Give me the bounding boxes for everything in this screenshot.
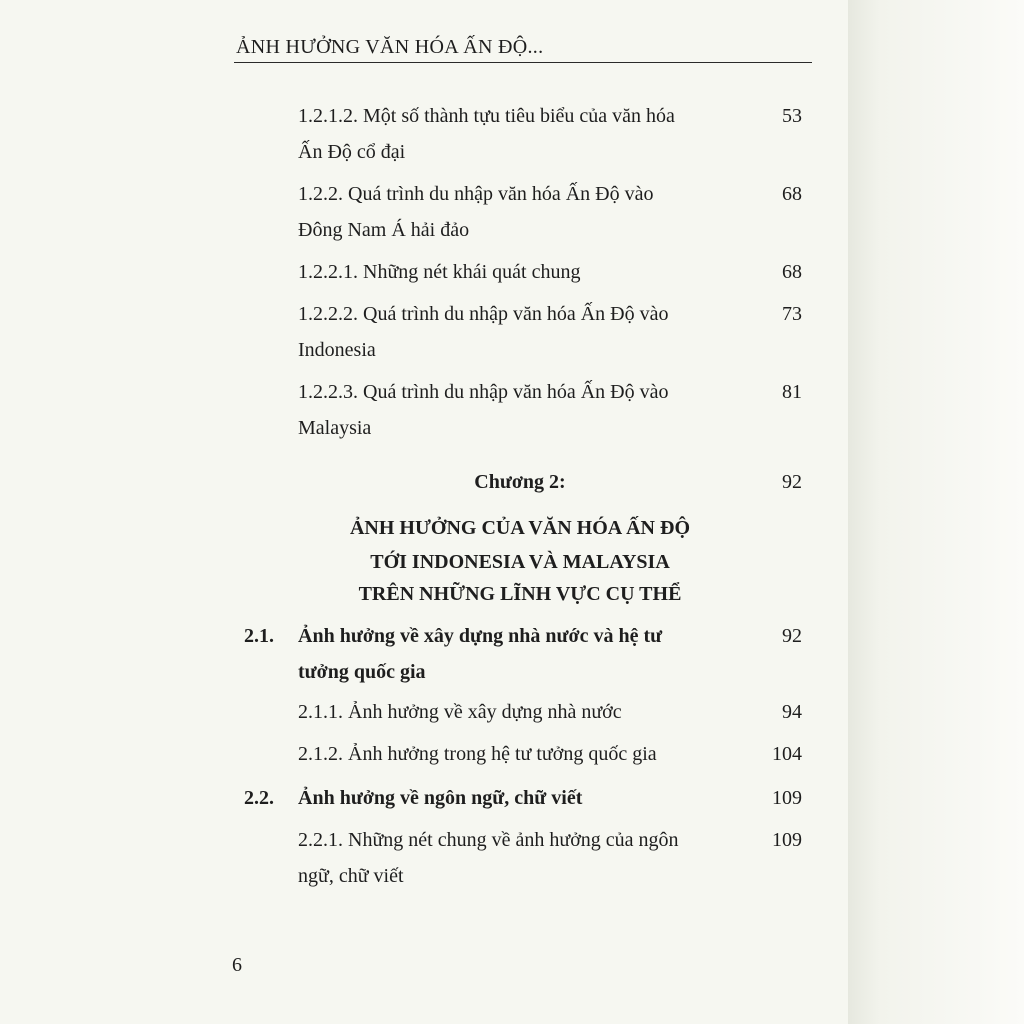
chapter-title-line: ẢNH HƯỞNG CỦA VĂN HÓA ẤN ĐỘ: [349, 517, 690, 539]
toc-entry-text: 1.2.2. Quá trình du nhập văn hóa Ấn Độ vào: [298, 183, 654, 205]
toc-entry-text-cont: ngữ, chữ viết: [298, 865, 404, 887]
toc-section-text-cont: tưởng quốc gia: [298, 661, 426, 683]
toc-entry-text: 1.2.2.3. Quá trình du nhập văn hóa Ấn Độ vào: [298, 381, 669, 403]
toc-page-number: 92: [782, 471, 802, 493]
toc-entry-text: 2.1.1. Ảnh hưởng về xây dựng nhà nước: [298, 701, 622, 723]
page-edge: [848, 0, 1024, 1024]
chapter-title-line: TỚI INDONESIA VÀ MALAYSIA: [370, 551, 670, 573]
toc-page-number: 92: [782, 625, 802, 647]
toc-entry-text: 1.2.1.2. Một số thành tựu tiêu biểu của văn hóa: [298, 105, 675, 127]
toc-section-text: Ảnh hưởng về ngôn ngữ, chữ viết: [298, 787, 583, 809]
section-number: 2.2.: [244, 787, 274, 809]
toc-page-number: 94: [782, 701, 802, 723]
toc-page-number: 109: [772, 829, 802, 851]
toc-page-number: 81: [782, 381, 802, 403]
header-rule: [234, 62, 812, 63]
toc-page-number: 104: [772, 743, 802, 765]
toc-page-number: 68: [782, 183, 802, 205]
toc-entry-text-cont: Indonesia: [298, 339, 376, 361]
running-head: ẢNH HƯỞNG VĂN HÓA ẤN ĐỘ...: [236, 36, 544, 58]
toc-entry-text: 1.2.2.2. Quá trình du nhập văn hóa Ấn Độ vào: [298, 303, 669, 325]
toc-entry-text-cont: Đông Nam Á hải đảo: [298, 219, 470, 241]
toc-section-text: Ảnh hưởng về xây dựng nhà nước và hệ tư: [298, 625, 663, 647]
toc-page-number: 53: [782, 105, 802, 127]
toc-entry-text: 1.2.2.1. Những nét khái quát chung: [298, 261, 581, 283]
chapter-title-line: TRÊN NHỮNG LĨNH VỰC CỤ THỂ: [358, 583, 682, 605]
toc-page-number: 68: [782, 261, 802, 283]
toc-entry-text-cont: Ấn Độ cổ đại: [298, 141, 406, 163]
section-number: 2.1.: [244, 625, 274, 647]
toc-entry-text: 2.2.1. Những nét chung về ảnh hưởng của ngôn: [298, 829, 679, 851]
chapter-label: Chương 2:: [474, 471, 566, 493]
toc-entry-text-cont: Malaysia: [298, 417, 372, 439]
toc-page-number: 73: [782, 303, 802, 325]
toc-entry-text: 2.1.2. Ảnh hưởng trong hệ tư tưởng quốc gia: [298, 743, 657, 765]
toc-page-number: 109: [772, 787, 802, 809]
page-number: 6: [232, 954, 242, 976]
